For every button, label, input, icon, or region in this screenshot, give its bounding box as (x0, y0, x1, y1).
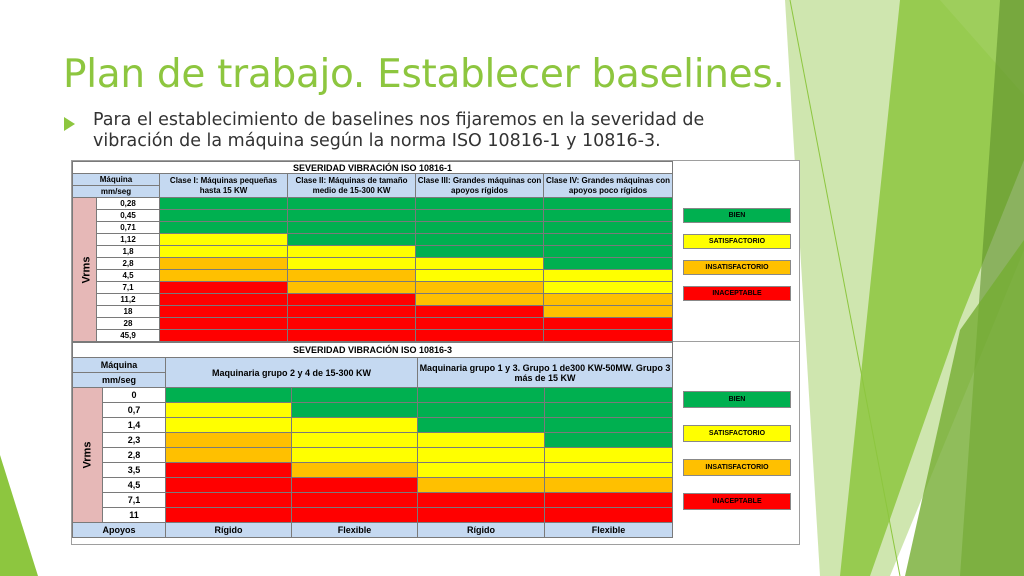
iso-10816-3-table (72, 342, 673, 538)
severity-cell (160, 210, 288, 222)
table2-group-2: Maquinaria grupo 1 y 3. Grupo 1 de300 KW-50MW. Grupo 3 más de 15 KW (418, 358, 673, 388)
severity-cell (416, 270, 544, 282)
vrms-value: 2,8 (97, 258, 160, 270)
bullet-text: Para el establecimiento de baselines nos fijaremos en la severidad de vibración de la máquina según la norma ISO 10816-1 y 10816-3. (93, 110, 705, 151)
severity-cell (545, 418, 673, 433)
severity-cell (416, 222, 544, 234)
table-row (73, 318, 673, 330)
table1-unit-label: mm/seg (73, 186, 160, 198)
table-row (73, 388, 673, 403)
severity-cell (418, 403, 545, 418)
table-row (73, 403, 673, 418)
severity-cell (166, 433, 292, 448)
severity-cell (166, 493, 292, 508)
table-row (73, 418, 673, 433)
table-row (73, 508, 673, 523)
legend1-bien: BIEN (683, 208, 791, 223)
severity-cell (418, 463, 545, 478)
severity-cell (160, 258, 288, 270)
table1-class-4: Clase IV: Grandes máquinas con apoyos poco rígidos (544, 174, 673, 198)
vrms-value: 4,5 (103, 478, 166, 493)
severity-cell (416, 294, 544, 306)
severity-cell (160, 318, 288, 330)
severity-cell (288, 222, 416, 234)
legend1-inaceptable: INACEPTABLE (683, 286, 791, 301)
table-row (73, 222, 673, 234)
severity-cell (544, 210, 673, 222)
severity-cell (160, 246, 288, 258)
vrms-value: 1,8 (97, 246, 160, 258)
table-row (73, 270, 673, 282)
table2-group-1: Maquinaria grupo 2 y 4 de 15-300 KW (166, 358, 418, 388)
severity-cell (292, 478, 418, 493)
severity-cell (416, 198, 544, 210)
severity-cell (416, 210, 544, 222)
iso-10816-1-table (72, 161, 673, 342)
severity-cell (544, 282, 673, 294)
table-row (73, 210, 673, 222)
severity-cell (288, 198, 416, 210)
vrms-value: 4,5 (97, 270, 160, 282)
table2-apoyo-4: Flexible (545, 523, 673, 538)
vrms-value: 28 (97, 318, 160, 330)
severity-cell (166, 448, 292, 463)
severity-cell (160, 306, 288, 318)
severity-cell (288, 282, 416, 294)
table1-class-3: Clase III: Grandes máquinas con apoyos rígidos (416, 174, 544, 198)
severity-cell (166, 403, 292, 418)
table2-apoyos-label: Apoyos (73, 523, 166, 538)
table1-title: SEVERIDAD VIBRACIÓN ISO 10816-1 (73, 162, 673, 174)
table-row (73, 330, 673, 342)
left-accent-triangle (0, 455, 38, 576)
severity-cell (160, 222, 288, 234)
table-row (73, 306, 673, 318)
severity-cell (292, 493, 418, 508)
vrms-value: 11 (103, 508, 166, 523)
table-row (73, 433, 673, 448)
table1-class-1: Clase I: Máquinas pequeñas hasta 15 KW (160, 174, 288, 198)
vrms-value: 11,2 (97, 294, 160, 306)
vrms-value: 2,3 (103, 433, 166, 448)
severity-cell (544, 330, 673, 342)
severity-cell (545, 388, 673, 403)
table2-apoyo-1: Rígido (166, 523, 292, 538)
severity-cell (545, 448, 673, 463)
table-row (73, 282, 673, 294)
table-row (73, 463, 673, 478)
severity-cell (292, 388, 418, 403)
vrms-value: 0,28 (97, 198, 160, 210)
severity-cell (166, 508, 292, 523)
table-row (73, 198, 673, 210)
vrms-value: 7,1 (97, 282, 160, 294)
severity-cell (416, 306, 544, 318)
severity-cell (544, 246, 673, 258)
severity-cell (418, 448, 545, 463)
severity-cell (288, 258, 416, 270)
bullet-arrow-icon (64, 117, 75, 131)
severity-cell (288, 294, 416, 306)
severity-cell (166, 388, 292, 403)
severity-cell (292, 448, 418, 463)
table-row (73, 448, 673, 463)
severity-cell (544, 306, 673, 318)
severity-cell (418, 478, 545, 493)
severity-cell (160, 282, 288, 294)
table-row (73, 493, 673, 508)
severity-cell (416, 318, 544, 330)
vrms-value: 0,45 (97, 210, 160, 222)
table2-title: SEVERIDAD VIBRACIÓN ISO 10816-3 (73, 343, 673, 358)
vrms-value: 0,7 (103, 403, 166, 418)
severity-cell (545, 403, 673, 418)
vrms-value: 3,5 (103, 463, 166, 478)
legend2-satisfactorio: SATISFACTORIO (683, 425, 791, 442)
severity-cell (292, 463, 418, 478)
severity-cell (160, 330, 288, 342)
severity-cell (292, 403, 418, 418)
legend2-inaceptable: INACEPTABLE (683, 493, 791, 510)
severity-cell (418, 418, 545, 433)
severity-cell (160, 234, 288, 246)
severity-cell (416, 282, 544, 294)
severity-cell (418, 508, 545, 523)
severity-cell (416, 234, 544, 246)
severity-cell (288, 330, 416, 342)
severity-cell (545, 433, 673, 448)
severity-cell (288, 210, 416, 222)
severity-cell (160, 294, 288, 306)
severity-cell (544, 234, 673, 246)
severity-cell (292, 508, 418, 523)
severity-cell (292, 433, 418, 448)
severity-cell (416, 258, 544, 270)
severity-cell (418, 433, 545, 448)
severity-cell (545, 508, 673, 523)
legend2-bien: BIEN (683, 391, 791, 408)
severity-cell (166, 418, 292, 433)
vrms-value: 7,1 (103, 493, 166, 508)
table2-vrms-label: Vrms (73, 388, 103, 523)
table-row (73, 258, 673, 270)
vrms-value: 2,8 (103, 448, 166, 463)
vrms-value: 1,4 (103, 418, 166, 433)
severity-cell (416, 330, 544, 342)
severity-cell (288, 246, 416, 258)
table-row (73, 294, 673, 306)
table-row (73, 234, 673, 246)
legend2-insatisfactorio: INSATISFACTORIO (683, 459, 791, 476)
severity-cell (288, 270, 416, 282)
table1-class-2: Clase II: Máquinas de tamaño medio de 15-300 KW (288, 174, 416, 198)
table2-apoyo-2: Flexible (292, 523, 418, 538)
severity-cell (544, 270, 673, 282)
table2-apoyo-3: Rígido (418, 523, 545, 538)
severity-cell (416, 246, 544, 258)
severity-cell (166, 463, 292, 478)
severity-cell (166, 478, 292, 493)
vrms-value: 1,12 (97, 234, 160, 246)
table2-unit-label: mm/seg (73, 373, 166, 388)
severity-cell (160, 198, 288, 210)
vrms-value: 0 (103, 388, 166, 403)
slide-title: Plan de trabajo. Establecer baselines. (63, 52, 785, 97)
table2-maquina-label: Máquina (73, 358, 166, 373)
severity-cell (418, 493, 545, 508)
severity-cell (545, 463, 673, 478)
severity-cell (544, 318, 673, 330)
legend1-insatisfactorio: INSATISFACTORIO (683, 260, 791, 275)
table1-vrms-label: Vrms (73, 198, 97, 342)
vrms-value: 45,9 (97, 330, 160, 342)
severity-cell (418, 388, 545, 403)
severity-cell (544, 258, 673, 270)
table-row (73, 246, 673, 258)
table1-maquina-label: Máquina (73, 174, 160, 186)
severity-cell (292, 418, 418, 433)
severity-cell (288, 306, 416, 318)
legend1-satisfactorio: SATISFACTORIO (683, 234, 791, 249)
severity-cell (288, 318, 416, 330)
severity-cell (545, 493, 673, 508)
vrms-value: 18 (97, 306, 160, 318)
severity-cell (288, 234, 416, 246)
severity-cell (544, 294, 673, 306)
severity-cell (160, 270, 288, 282)
vrms-value: 0,71 (97, 222, 160, 234)
severity-cell (545, 478, 673, 493)
severity-cell (544, 198, 673, 210)
severity-cell (544, 222, 673, 234)
table-row (73, 478, 673, 493)
